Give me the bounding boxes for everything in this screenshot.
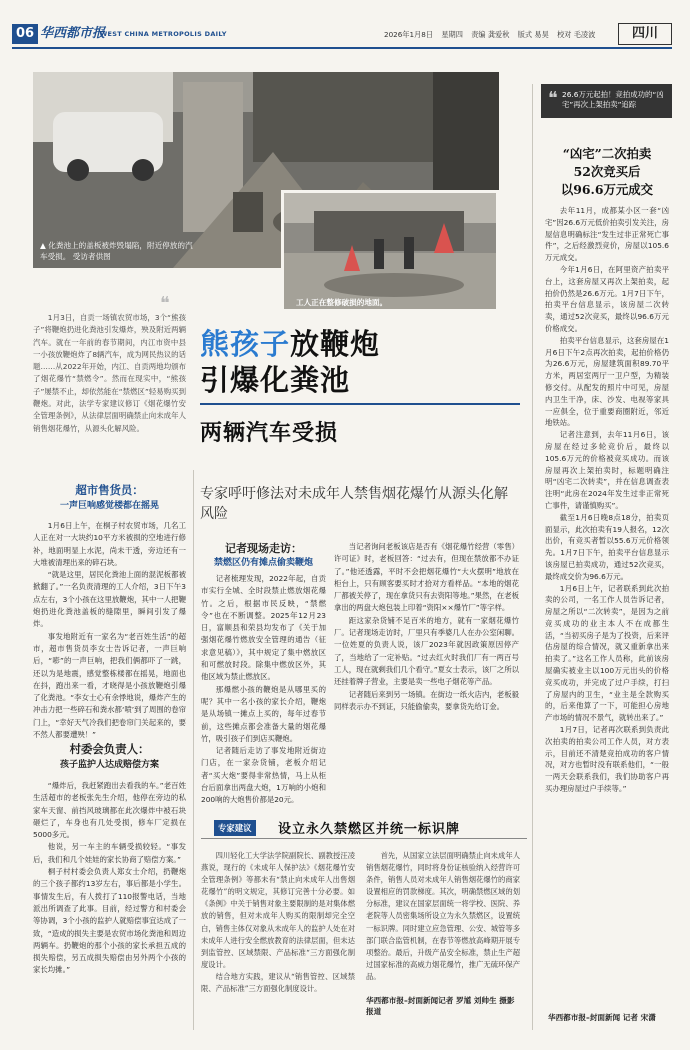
- headline-line1: 放鞭炮: [290, 327, 381, 361]
- section-heading-reporter: [201, 541, 326, 571]
- section-heading-line1: 记者现场走访：: [225, 542, 302, 555]
- paragraph: 距这家杂货铺不足百米的地方，就有一家烟花爆竹厂。记者现场走访时，厂里只有季婆几人在办公室闲聊。一位姓夏的负责人说，该厂2023年就因政策原因停产了，当地给了一定补贴。“过去红火时我们厂有一两百号工人，现在就剩我们几个看守。”夏女士表示，该厂之所以还挂着牌子营业，主要是卖一些电子烟花等产品。: [334, 615, 519, 687]
- sidebar-kicker: 26.6万元起拍！竞拍成功的“凶宅”再次上架拍卖”追踪: [562, 90, 664, 109]
- section-heading-line1: 超市售货员：: [75, 483, 144, 497]
- paragraph: 拍卖平台信息显示，这套房屋在1月6日下午2点再次拍卖，起拍价格仍为26.6万元，房屋建筑面积89.70平方米，两居室两厅一卫户型，为精装修交付。从配发的照片中可见，房屋内卫生干净，床、沙发、电视等家具一应俱全，位于重要商圈附近，邻近地铁站。: [545, 335, 669, 428]
- paragraph: 记者注意到，去年11月6日，该房屋在经过多轮竞价后，最终以105.6万元的价格被竞买成功。而该房屋再次上架拍卖时，标题明确注明“凶宅二次转卖”，并在信息调查表注明“此房在2024年发生过非正常死亡事件，请谨慎购买”。: [545, 430, 669, 510]
- main-headline: [200, 326, 520, 398]
- designer-credit: 版式 易昊: [517, 30, 549, 39]
- sidebar-title-line3: 以96.6万元成交: [560, 182, 654, 197]
- column-divider: [193, 470, 194, 1030]
- paragraph: 四川轻化工大学法学院副院长、副教授汪凌燕说，现行的《未成年人保护法》《烟花爆竹安全管理条例》等都未有“禁止向未成年人出售烟花爆竹”的明文规定，其修订完善十分必要。如《条例》中关于销售对象主要限制的是对集体燃放的销售，但对未成年人购买的限制却完全空白，销售主体仅对象从未成年人的监护人处在对未成年人进行安全燃放教育的法律层面，但未达到监管控、区域禁限、产品标准“三方面强化制度设计。: [201, 851, 355, 969]
- header-meta: [384, 30, 601, 40]
- expert-tag: 专家建议: [214, 820, 256, 836]
- sidebar-title-line2: 52次竞买后: [573, 164, 641, 179]
- paragraph: 记者梳理发现，2022年起，自贡市实行全城、全时段禁止燃放烟花爆竹。之后，根据市民反映，“禁燃令”也在不断调整。2025年12月23日，富顺县和荣县均发布了《关于加强烟花爆竹燃放安全管理的通告（征求意见稿）》，其中规定了集中燃放区和可燃放时段。除集中燃放区外，其他区域为禁止燃放区。: [201, 574, 326, 682]
- left-body-2: [33, 780, 186, 977]
- paragraph: 记者随后走访了事发地附近街边门店，在一家杂货铺，老板介绍记者“买大炮”要得非常热情，马上从柜台后面拿出两盘大炮，1万响的小炮和200响的大炮售价都是20元。: [201, 746, 326, 805]
- column-divider: [532, 84, 533, 1030]
- headline-line2: 引爆化粪池: [200, 363, 351, 397]
- sidebar-title: [545, 145, 669, 199]
- paragraph: 今年1月6日，在阿里资产拍卖平台上，这套房屋又再次上架拍卖，起拍价仍然是26.6万元。1月7日下午，拍卖平台信息显示，该房屋二次转卖，通过52次竞买，最终以96.6万元价格成交。: [545, 264, 669, 333]
- header-rule: [12, 47, 672, 49]
- article-credit: 华西都市报–封面新闻记者 罗馗 刘帅生 摄影报道: [366, 996, 515, 1016]
- section-label: 四川: [618, 23, 672, 45]
- paragraph: 去年11月，成都某小区一套“凶宅”因26.6万元低价拍卖引发关注，房屋信息明确标注“发生过非正常死亡事件”，之后经激烈竞价，房屋以105.6万元成交。: [545, 206, 669, 263]
- paragraph: 1月7日，记者再次联系到负责此次拍卖的拍卖公司工作人员，对方表示，目前还不清楚竞拍成功的客户情况，对方也暂时没有联系他们，“一般一两天会联系我们，我们协助客户再买办理房屋过户手续等。”: [545, 725, 669, 794]
- paragraph: 首先，从国家立法层面明确禁止向未成年人销售烟花爆竹，同时将身份证核验纳入经营许可条件，销售人员对未成年人销售烟花爆竹的商家设置相应的罚款梯度。其次，明确禁燃区域的划分标准，建议在国家层面统一将学校、医院、养老院等人员密集场所设立为永久禁燃区，设置统一标识牌。同时建立应急管理、公安、城管等多部门联合监管机制，在春节等燃放高峰期开展专项整治。最后，升级产品安全标准，禁止生产超过国家标准的高威力烟花爆竹，推广无硫环保产品。: [366, 851, 520, 981]
- repair-photo: [281, 190, 499, 312]
- quote-icon: ❝: [160, 293, 170, 314]
- paragraph: 当记者询问老板该店是否有《烟花爆竹经营（零售）许可证》时，老板回答：“过去有，但现在禁放都不办证了。”他还透露，平时不会把烟花爆竹“大火摆明”地放在柜台上，只有顾客要买时才拾对方看样品。“本地的烟花厂都被关停了，现在拿货只有去资阳等地。”果然，在老板拿出的两盘大炮包装上印着“资阳××爆竹厂”等字样。: [334, 542, 519, 613]
- paragraph: 那爆燃小孩的鞭炮是从哪里买的呢？其中一名小孩的家长介绍，鞭炮是从场镇一摊点上买的，每年过春节前，这些摊点都会准备大量的烟花爆竹，吸引孩子们到店买鞭炮。: [201, 684, 326, 743]
- sidebar-body: [545, 205, 669, 795]
- paragraph: 事发地附近有一家名为“老百姓生活”的超市，超市售货员李女士告诉记者，一声巨响后，“嘭”的一声巨响，把我们俩都吓了一跳，还以为是地震，感觉整栋楼都在摇晃，地面也在抖，跑出来一看，才晓得是小孩放鞭炮引爆了化粪池。“李女士心有余悸地说，爆炸产生的冲击力把一些碎石和粪水都‘喷’到了周围的卷帘门上，“幸好天气冷我们把卷帘门关起来的，要不然人都要遭殃！”: [33, 631, 186, 740]
- section-heading-supermarket: [33, 482, 186, 514]
- section-heading-line2: 禁燃区仍有摊点偷卖鞭炮: [213, 558, 313, 568]
- middle-body: [201, 573, 326, 807]
- sidebar-credit: 华西都市报–封面新闻 记者 宋潇: [548, 1013, 656, 1022]
- expert-section-title: 设立永久禁燃区并统一标识牌: [278, 822, 461, 837]
- editor-credit: 责编 龚爱秋: [471, 30, 510, 39]
- section-heading-line2: 孩子监护人达成赔偿方案: [59, 760, 159, 770]
- paragraph: 他说，另一车主的车辆受损较轻。“事发后，我们和几个娃娃的家长协商了赔偿方案。”: [33, 842, 186, 864]
- paragraph: 桐子村村委会负责人郑女士介绍，扔鞭炮的三个孩子都约13岁左右，事后都是小学生。事情发生后，有人拨打了110报警电话，当地派出所调查了此事。目前，经过警方和村委会等协调，3个小孩的监护人就赔偿事宜达成了一致，“造成的损失主要是农贸市场化粪池和周边两辆车。扔鞭炮的那个小孩的家长承担五成的损失赔偿，另五成损失赔偿由另外两个小孩的家长均摊。”: [33, 867, 186, 975]
- expert-section-rule: [201, 838, 527, 839]
- section-heading-line2: 一声巨响感觉楼都在摇晃: [59, 501, 159, 511]
- right-body: [334, 541, 519, 713]
- paragraph: “就是这里，居民化粪池上面的混泥板都被掀翻了。”一名负责清理的工人介绍，3日下午3点左右，3个小孩在这里放鞭炮，其中一人把鞭炮扔进化粪池盖板的缝隙里，瞬间引发了爆炸。: [33, 570, 186, 629]
- expert-body-col1: [201, 850, 355, 995]
- photo-caption-main: ▲ 化粪池上的盖板被炸毁塌陷，附近停放的汽车受损。 受访者供图: [40, 241, 193, 261]
- section-heading-line1: 村委会负责人：: [69, 742, 150, 756]
- expert-body-col2: [366, 850, 520, 983]
- paragraph: 截至1月6日晚8点18分，拍卖页面显示，此次拍卖有19人报名，12次出价，有竞买者暂以55.6万元价格领先。1月7日下午，拍卖平台信息显示该房屋已拍卖成功，通过52次竞买，最终成交价为96.6万元。: [545, 512, 669, 581]
- photo-caption-repair: 工人正在整修破损的地面。: [296, 298, 388, 307]
- issue-date: 2026年1月8日: [384, 30, 434, 39]
- paragraph: 结合地方实践，建议从“销售管控、区域禁限、产品标准”三方面强化制度设计。: [201, 971, 355, 994]
- headline-rule: [200, 403, 520, 405]
- proofreader-credit: 校对 毛凌波: [557, 30, 596, 39]
- paragraph: 记者随后来到另一场镇。在街边一纸火店内，老板毅同样表示办不到证，只能偷偷卖，要拿货先给订金。: [334, 689, 519, 711]
- article-intro: 1月3日，自贡一场镇农贸市场，3个“熊孩子”将鞭炮扔进化粪池引发爆炸，殃及附近两辆汽车。就在一年前的春节期间，内江市资中县一小孩放鞭炮炸了8辆汽车，成为网民热议的话题……从2022年开始，内江、自贡两地均颁布了烟花爆竹“禁燃令”。然而在现实中，“熊孩子”屡禁不止，却依然能在“禁燃区”轻易购买到鞭炮。对此，法学专家建议修订《烟花爆竹安全管理条例》，从法律层面明确禁止向未成年人销售烟花爆竹，从源头化解风险。: [33, 313, 186, 433]
- headline-highlight: 熊孩子: [200, 327, 291, 361]
- newspaper-logo-english: WEST CHINA METROPOLIS DAILY: [100, 30, 227, 38]
- quote-icon: ❝: [548, 88, 558, 109]
- paragraph: 1月6日上午，记者联系到此次拍卖的公司，一名工作人员告诉记者，房屋之所以“二次转卖”，是因为之前竞买成功的业主本人不在成都生活，“当初买房子是为了投资，后来评估房屋的综合情况，就又重新拿出来拍卖了。”这名工作人员称，此前该房屋确实被业主以100万元出头的价格竞买成功，并完成了过户手续，打扫了房屋内的卫生，“业主是全款购买的，后来他算了一下，可能担心房地产市场的情况不景气，就转出来了。”: [545, 583, 669, 723]
- repair-photo-illustration: [284, 193, 496, 309]
- issue-weekday: 星期四: [441, 30, 463, 39]
- newspaper-logo: 华西都市报: [40, 26, 106, 41]
- paragraph: 1月6日上午，在桐子村农贸市场，几名工人正在对一大块约10平方米被损的空地进行修补，地面明显上水泥，尚未干透，旁边还有一大堆被清理出来的碎石块。: [33, 521, 186, 567]
- section-heading-village: [33, 741, 186, 773]
- headline-line3: 两辆汽车受损: [200, 420, 339, 446]
- sub-headline: 专家呼吁修法对未成年人禁售烟花爆竹从源头化解风险: [200, 486, 508, 522]
- paragraph: “爆炸后，我赶紧跑出去看我的车。”老百姓生活超市的老板张先生介绍，他停在旁边的私家车天窗、前挡风玻璃都在此次爆炸中被石块砸烂了，车身也有几处受损，修车厂定损在5000多元。: [33, 781, 186, 840]
- page-number: 06: [12, 24, 38, 44]
- left-body-1: [33, 520, 186, 741]
- sidebar-title-line1: “凶宅”二次拍卖: [562, 146, 652, 161]
